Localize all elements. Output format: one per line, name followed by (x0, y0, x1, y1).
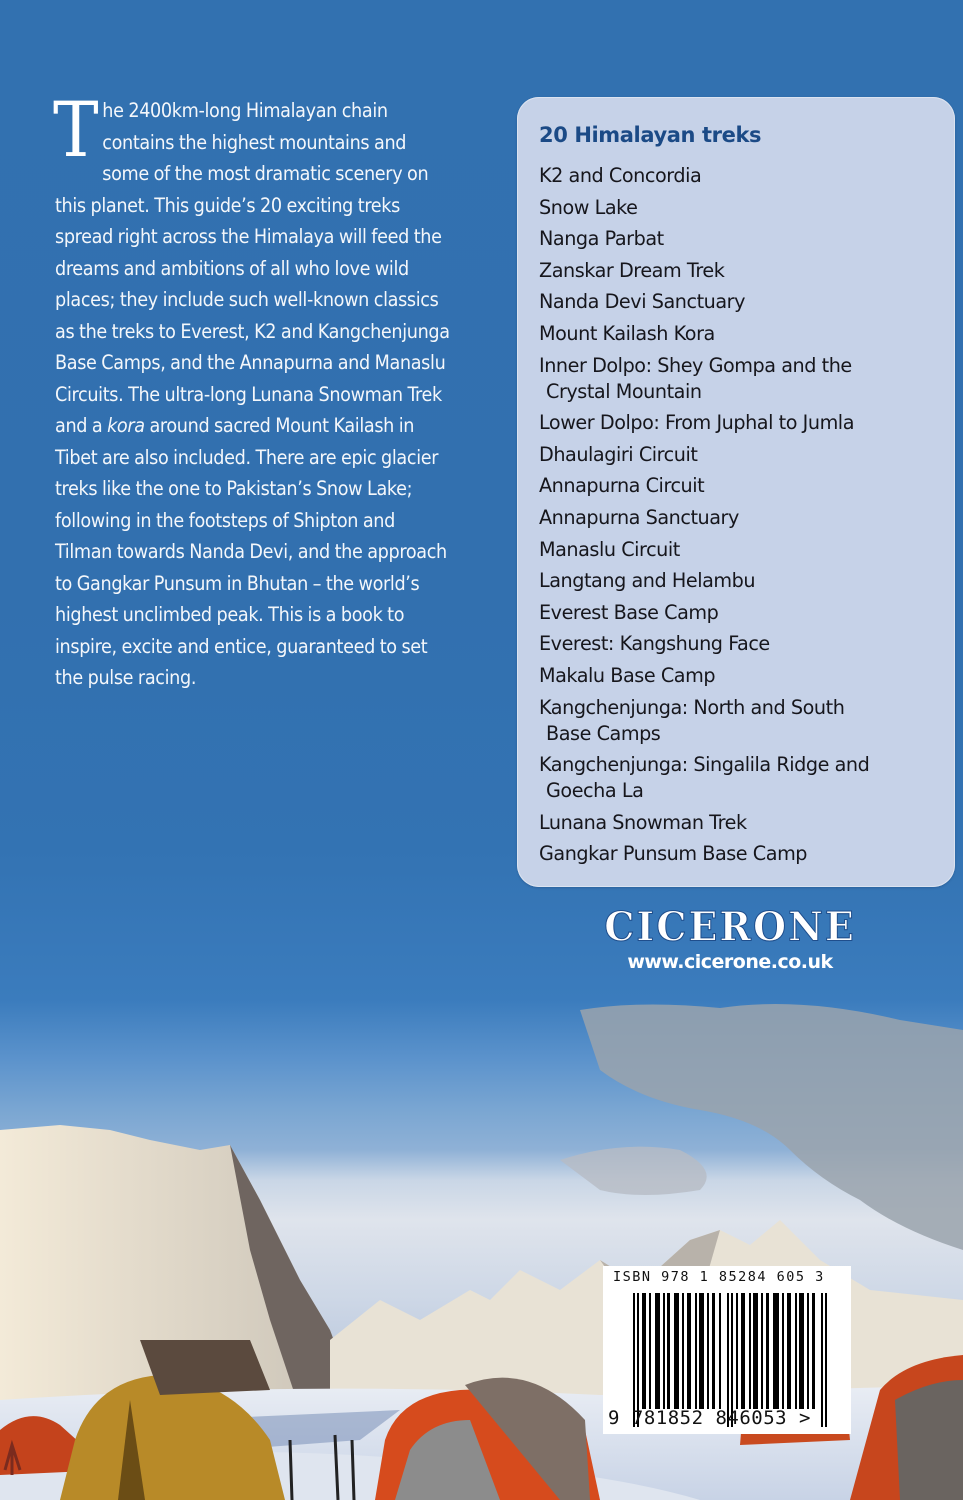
trek-name: Dhaulagiri Circuit (539, 442, 698, 466)
trek-item (539, 258, 939, 284)
trek-name-continued: Goecha La (546, 779, 644, 803)
isbn-barcode (603, 1266, 851, 1434)
isbn-label: ISBN 978 1 85284 605 3 (613, 1269, 825, 1285)
trek-item (539, 195, 939, 221)
trek-name: Langtang and Helambu (539, 569, 756, 593)
trek-name: Lower Dolpo: From Juphal to Jumla (539, 411, 854, 435)
publisher-brand (580, 902, 880, 973)
trek-name: Mount Kailash Kora (539, 321, 715, 345)
trek-item (539, 810, 939, 836)
blurb-italic-word: kora (107, 414, 145, 437)
trek-name: Manaslu Circuit (539, 537, 680, 561)
publisher-url[interactable]: www.cicerone.co.uk (627, 951, 833, 973)
trek-item (539, 226, 939, 252)
trek-item (539, 353, 939, 405)
trek-name-continued: Base Camps (546, 721, 661, 745)
trek-item (539, 568, 939, 594)
blurb-text-part1: he 2400km-long Himalayan chain contains the highest mountains and some of the most dramatic scenery on this planet. This guide’s 20 exciting treks spread right across the Himalaya will feed the dreams and ambitions of all who love wild places; they include such well-known classics as the treks to Everest, K2 and Kangchenjunga Base Camps, and the Annapurna and Manaslu Circuits. The ultra-long Lunana Snowman Trek and a (55, 99, 450, 437)
trek-name: Annapurna Sanctuary (539, 505, 739, 529)
blurb-text (53, 85, 455, 694)
trek-name: Nanga Parbat (539, 227, 664, 251)
trek-name: Makalu Base Camp (539, 663, 716, 687)
trek-list (539, 163, 955, 867)
trek-name-continued: Crystal Mountain (546, 379, 702, 403)
trek-name: Nanda Devi Sanctuary (539, 290, 746, 314)
trek-item (539, 321, 939, 347)
trek-item (539, 289, 939, 315)
trek-name: K2 and Concordia (539, 164, 702, 187)
trek-name: Kangchenjunga: North and South (539, 695, 845, 719)
trek-item (539, 473, 939, 499)
trek-item (539, 752, 939, 804)
trek-name: Everest: Kangshung Face (539, 632, 770, 656)
trek-name: Lunana Snowman Trek (539, 810, 747, 834)
trek-name: Inner Dolpo: Shey Gompa and the (539, 353, 852, 377)
trek-item (539, 163, 939, 189)
trek-item (539, 410, 939, 436)
blurb-paragraph (53, 85, 455, 694)
trek-item (539, 663, 939, 689)
trek-name: Kangchenjunga: Singalila Ridge and (539, 753, 870, 777)
trek-item (539, 505, 939, 531)
drop-cap: T (53, 85, 99, 174)
trek-name: Zanskar Dream Trek (539, 258, 725, 282)
trek-item (539, 442, 939, 468)
trek-item (539, 841, 939, 867)
trek-item (539, 600, 939, 626)
panel-title: 20 Himalayan treks (539, 123, 762, 147)
trek-item (539, 537, 939, 563)
trek-list-panel (517, 97, 955, 887)
trek-name: Everest Base Camp (539, 600, 719, 624)
trek-name: Snow Lake (539, 195, 638, 219)
trek-item (539, 695, 939, 747)
trek-name: Annapurna Circuit (539, 474, 705, 498)
trek-name: Gangkar Punsum Base Camp (539, 842, 808, 866)
ean-digits: 9 781852 846053 > (608, 1407, 811, 1429)
trek-item (539, 631, 939, 657)
blurb-text-part2: around sacred Mount Kailash in Tibet are also included. There are epic glacier treks like the one to Pakistan’s Snow Lake; following in the footsteps of Shipton and Tilman towards Nanda Devi, and the approach to Gangkar Punsum in Bhutan – the world’s highest unclimbed peak. This is a book to inspire, excite and entice, guaranteed to set the pulse racing. (55, 414, 447, 689)
cicerone-logo: CICERONE (604, 902, 856, 951)
